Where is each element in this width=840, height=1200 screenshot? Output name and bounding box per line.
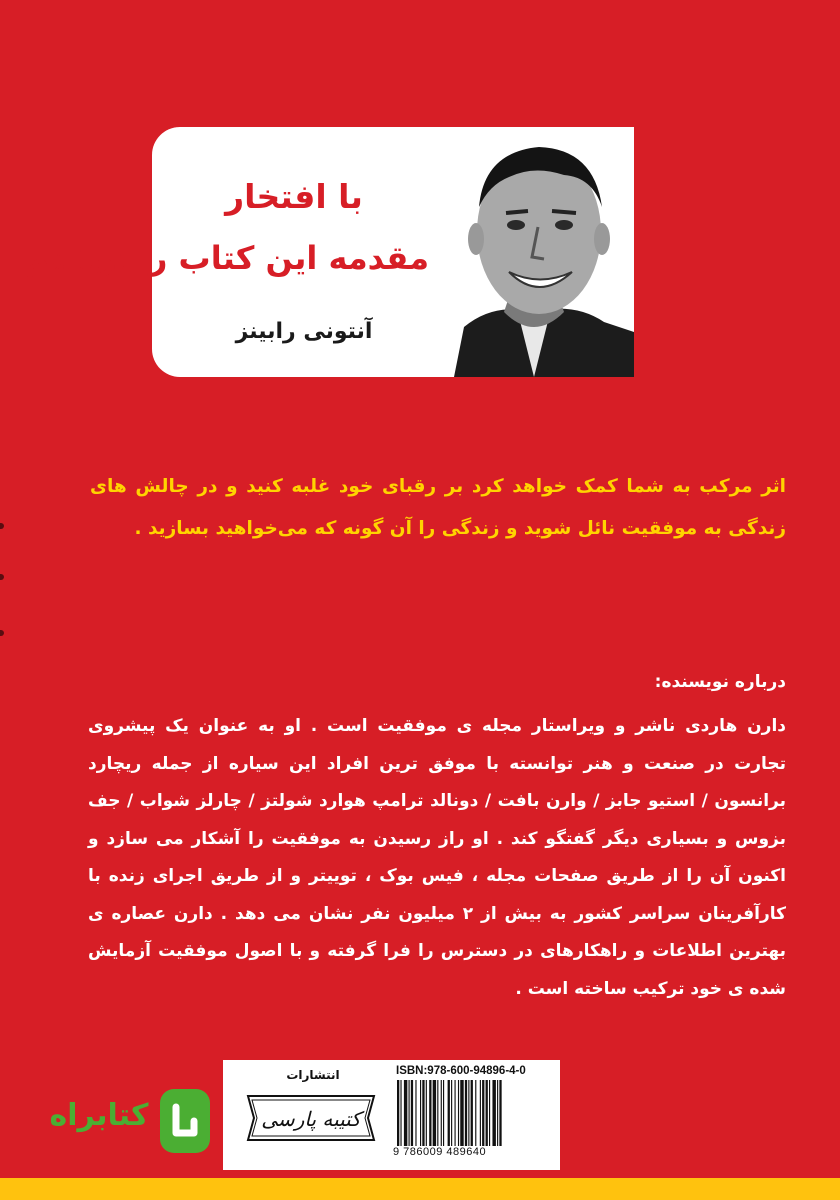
card-text: [25, 127, 429, 377]
barcode-bar: [497, 1080, 498, 1146]
edge-mark: [0, 574, 4, 580]
barcode-bar: [429, 1080, 431, 1146]
barcode-bar: [411, 1080, 413, 1146]
barcode-bar: [492, 1080, 495, 1146]
barcode-bar: [443, 1080, 444, 1146]
barcode-bar: [458, 1080, 459, 1146]
about-author-text: دارن هاردی ناشر و ویراستار مجله ی موفقیت است . او به عنوان یک پیشروی تجارت در صنعت و هنر توانسته با موفق ترین افراد این سیاره از جمله ریچارد برانسون / استیو جابز / وارن بافت / دونالد ترامپ هوارد شولتز / چارلز شواب / جف بزوس و بسیاری دیگر گفتگو کند . او راز رسیدن به موفقیت را آشکار می سازد و اکنون آن را از طریق صفحات مجله ، فیس بوک ، توییتر و از طریق اجرای زنده با کارآفرینان سراسر کشور به بیش از ۲ میلیون نفر نشان می دهد . دارن عصاره ی بهترین اطلاعات و راهکارهای در دسترس را فرا گرفته و با اصول موفقیت آزمایش شده ی خود ترکیب ساخته است .: [88, 716, 786, 999]
card-author: آنتونی رابینز: [235, 319, 373, 344]
barcode-bar: [475, 1080, 476, 1146]
publisher-logo: [242, 1086, 380, 1150]
blurb-text: اثر مرکب به شما کمک خواهد کرد بر رقبای خود غلبه کنید و در چالش های زندگی به موفقیت نائل شوید و زندگی را آن گونه که می‌خواهید بسازید .: [90, 476, 786, 539]
barcode-number: 9 786009 489640: [393, 1146, 487, 1158]
bottom-strip: [0, 1178, 840, 1200]
about-author-heading: درباره نویسنده:: [654, 672, 786, 692]
barcode-bar: [441, 1080, 442, 1146]
barcode-bar: [455, 1080, 456, 1146]
barcode-bar: [422, 1080, 424, 1146]
edge-mark: [0, 523, 4, 529]
barcode-bar: [420, 1080, 421, 1146]
barcode-bar: [426, 1080, 427, 1146]
svg-text:کتیبه پارسی: کتیبه پارسی: [261, 1107, 361, 1131]
author-portrait: [434, 127, 634, 377]
barcode-bar: [468, 1080, 469, 1146]
card-title: با افتخار: [225, 177, 363, 216]
publisher-label: انتشارات: [286, 1068, 340, 1082]
card-subtitle: مقدمه این کتاب را نوشتم: [25, 239, 429, 277]
barcode-bar: [404, 1080, 407, 1146]
isbn: ISBN:978-600-94896-4-0: [396, 1065, 526, 1077]
barcode-bar: [437, 1080, 438, 1146]
barcode-bar: [433, 1080, 436, 1146]
barcode-bar: [489, 1080, 490, 1146]
barcode-bar: [482, 1080, 484, 1146]
barcode: [393, 1080, 553, 1146]
barcode-bar: [409, 1080, 410, 1146]
barcode-bar: [471, 1080, 473, 1146]
barcode-bar: [486, 1080, 488, 1146]
barcode-bar: [460, 1080, 463, 1146]
quote-card: [25, 127, 634, 377]
blurb: [90, 466, 786, 550]
edge-mark: [0, 630, 4, 636]
barcode-bar: [448, 1080, 450, 1146]
barcode-bar: [397, 1080, 399, 1146]
barcode-bar: [480, 1080, 481, 1146]
store-logo-text: کتابراه: [49, 1098, 149, 1133]
barcode-bar: [465, 1080, 467, 1146]
barcode-bar: [400, 1080, 401, 1146]
barcode-bar: [499, 1080, 501, 1146]
barcode-bar: [451, 1080, 452, 1146]
barcode-bar: [415, 1080, 416, 1146]
